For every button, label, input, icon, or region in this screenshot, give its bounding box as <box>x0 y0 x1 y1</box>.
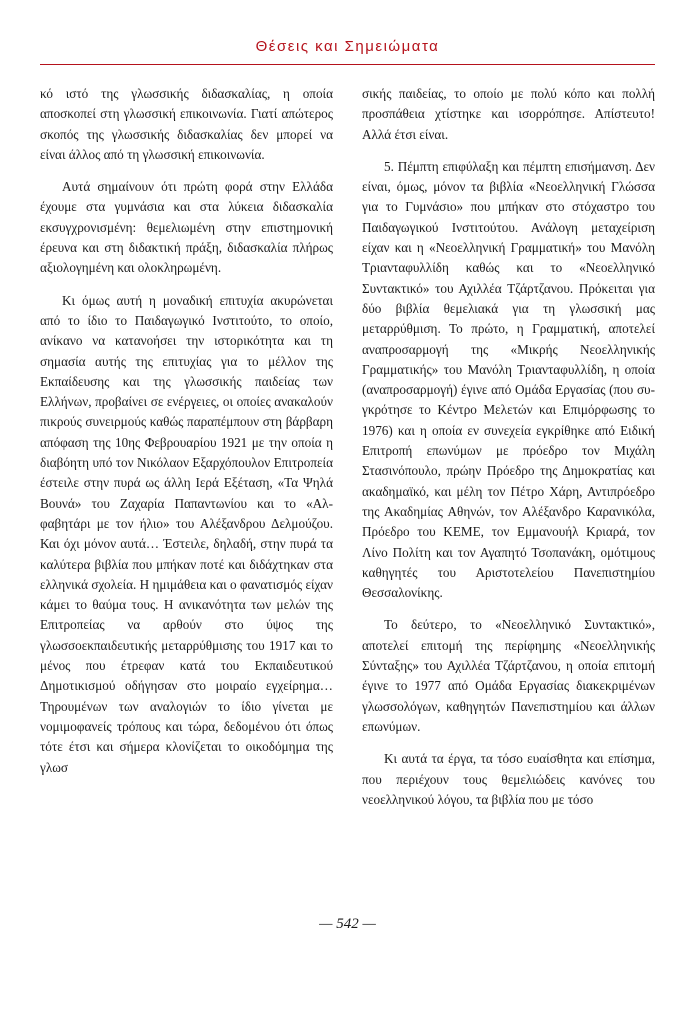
paragraph: Αυτά σημαίνουν ότι πρώτη φορά στην Ελλάδα έχουμε στα γυμνάσια και στα λύκεια διδασκαλία εκσυγχρονισμένη: θεμελιωμένη στην επιστημονική έρευνα και στη διδακτική πράξη, διδασκαλία πλήρως αξιολογημένη και ολοκληρωμένη. <box>40 179 333 276</box>
paragraph: Κι αυτά τα έργα, τα τόσο ευαίσθητα και επίσημα, που περιέχουν τους θεμελιώδεις κανόνες του νεοελληνικού λόγου, τα βιβλία που με τόσο <box>362 751 655 807</box>
left-column <box>40 84 333 790</box>
paragraph: κό ιστό της γλωσσικής διδασκαλίας, η οποία αποσκοπεί στη γλωσσική επικοινωνία. Γιατί απώτερος σκοπός της γλωσσικής διδασκαλίας δεν μπορεί να είναι άλλος από τη γλωσσική επικοινωνία. <box>40 86 333 162</box>
running-title: Θέσεις και Σημειώματα <box>255 38 440 55</box>
paragraph: σικής παιδείας, το οποίο με πολύ κόπο και πολλή προσπάθεια χτίστηκε και ισορρόπησε. Απίστευτο! Αλλά έτσι είναι. <box>362 86 655 142</box>
paragraph: Κι όμως αυτή η μοναδική επιτυχία ακυρώνεται από το ίδιο το Παιδαγωγικό Ινστιτούτο, το οποίο, ανίκανο να κατανοήσει την ιστορικότητα και τη σημασία αυτής της επιτυχίας για το μέλλον της Εκπαίδευσης και της γλωσσικής παιδείας των Ελλήνων, προβαίνει σε ενέργειες, οι οποίες ανακαλούν πικρούς συνειρμούς καθώς παραπέμπουν στη βάρβαρη απόφαση της 10ης Φεβρουαρίου 1921 με την οποία η διαβόητη υπό τον Νικόλαον Εξαρχόπουλον Επιτροπεία έστειλε στην πυρά ως άλλη Ιερά Εξέταση, «Τα Ψηλά Βουνά» του Ζαχαρία Παπαντωνίου και το «Αλφαβητάρι με τον ήλιο» του Αλέξανδρου Δελμούζου. Και όχι μόνον αυτά… Έστειλε, δηλαδή, στην πυρά τα καλύτερα βιβλία που μπήκαν ποτέ και διδάχτηκαν στα ελληνικά σχολεία. Η ημιμάθεια και ο φανατισμός είχαν κάμει το θαύμα τους. Η ανικανότητα των μελών της Επιτροπείας να αρθούν στο ύψος της γλωσσοεκπαιδευτικής μεταρρύθμισης του 1917 και το μένος που έτρεφαν κατά του Εκπαιδευτικού Δημοτικισμού οδήγησαν στο μοιραίο εγχείρημα… Τηρουμένων των αναλογιών το ίδιο γίνεται με νομιμοφανείς τρόπους και τώρα, δεδομένου ότι όπως τότε έτσι και σήμερα κλονίζεται το οικοδόμημα της γλωσ <box>40 292 333 775</box>
paragraph: 5. Πέμπτη επιφύλαξη και πέμπτη επισήμανση. Δεν είναι, όμως, μόνον τα βιβλία «Νεοελληνική Γλώσσα για το Γυμνάσιο» που μπήκαν στο στόχαστρο του Παιδαγωγικού Ινστιτούτου. Ανάλογη μεταχείριση είχαν και η «Νεοελληνική Γραμματική» του Μανόλη Τριανταφυλλίδη καθώς και το «Νεοελληνικό Συντακτικό» του Αχιλλέα Τζάρτζανου. Πρόκειται για δύο βιβλία θεμελιακά για τη γλωσσική μας μεταρρύθμιση. Το πρώτο, η Γραμματική, αποτελεί αναπροσαρμογή της «Μικρής Νεοελληνικής Γραμματικής» του Μανόλη Τριανταφυλλίδη, η οποία (αναπροσαρμογή) έγινε από Ομάδα Εργασίας (που συγκρότησε το Κέντρο Μελετών και Επιμόρφωσης το 1976) και η οποία εν συνεχεία εγκρίθηκε από Ειδική Επιτροπή επωνύμων με πρόεδρο τον Μιχάλη Στασινόπουλο, πρώην Πρόεδρο της Δημοκρατίας και ακαδημαϊκό, και μέλη τον Πέτρο Χάρη, Αντιπρόεδρο της Ακαδημίας Αθηνών, τον Αλέξανδρο Καρανικόλα, Πρόεδρο του ΚΕΜΕ, τον Εμμανουήλ Κριαρά, τον Λίνο Πολίτη και τον Αγαπητό Τσοπανάκη, ομότιμους καθηγητές του Αριστοτελείου Πανεπιστημίου Θεσσαλονίκης. <box>362 158 655 601</box>
right-column <box>362 84 655 822</box>
header-rule <box>40 64 655 65</box>
paragraph: Το δεύτερο, το «Νεοελληνικό Συντακτικό», αποτελεί επιτομή της περίφημης «Νεοελληνικής Σύνταξης» του Αχιλλέα Τζάρτζανου, η οποία επιτομή έγινε το 1977 από Ομάδα Εργασίας διακεκριμένων γλωσσολόγων, καθηγητών Πανεπιστημίου και άλλων επωνύμων. <box>362 617 655 734</box>
page-number: — 542 — <box>319 916 376 932</box>
